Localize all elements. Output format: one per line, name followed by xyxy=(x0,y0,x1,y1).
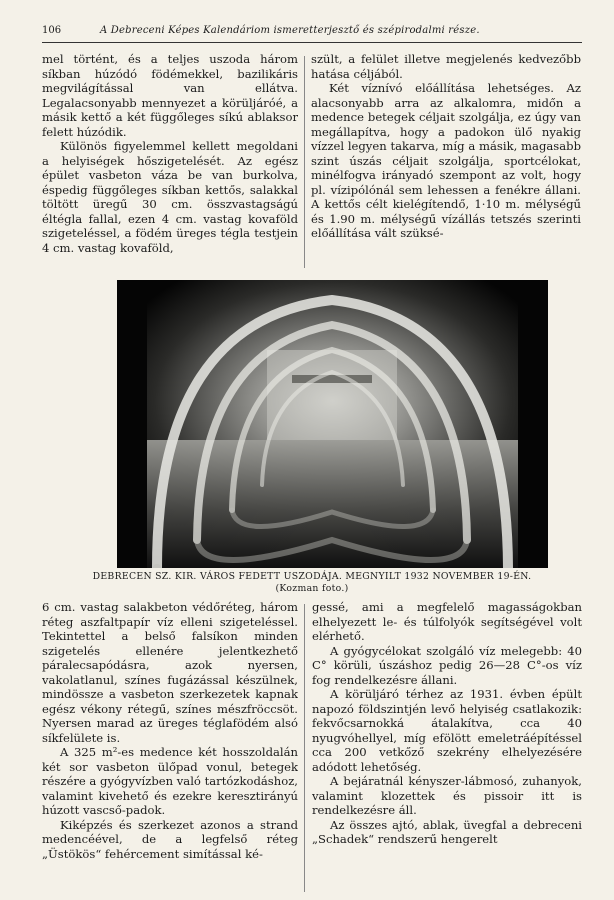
running-header xyxy=(42,22,582,43)
text-column-top-right xyxy=(311,52,581,274)
paragraph: gessé, ami a megfelelő magasságokban elhelyezett le- és túlfolyók segítségével volt elérhető. xyxy=(312,600,582,643)
running-title: A Debreceni Képes Kalendáriom ismeretterjesztő és szépirodalmi része. xyxy=(100,25,480,36)
paragraph: A körüljáró térhez az 1931. évben épült napozó földszintjén levő helyiség csatlakozik: fekvőcsarnokká átalakítva, cca 40 nyugvóhellyel, míg efölött emeletráépítéssel cca 200 vetkőző szekrény elhelyezésére adódott lehetőség. xyxy=(312,687,582,774)
paragraph: A gyógycélokat szolgáló víz melegebb: 40 C° körüli, úszáshoz pedig 26—28 C°-os víz fog rendelkezésre állani. xyxy=(312,643,582,687)
pool-photograph xyxy=(117,280,548,568)
paragraph: Kiképzés és szerkezet azonos a strand medencéével, de a legfelső réteg „Üstökös“ fehércement simítással ké- xyxy=(42,817,298,861)
paragraph: Különös figyelemmel kellett megoldani a helyiségek hőszigetelését. Az egész épület vasbeton váza be van burkolva, éspedig függőleges síkban kettős, salakkal töltött üregű 30 cm. összvastagságú éltégla fallal, ezen 4 cm. vastag kovaföld szigeteléssel, a födém üreges tégla testjein 4 cm. vastag kovaföld, xyxy=(42,139,298,255)
paragraph: A bejáratnál kényszer-lábmosó, zuhanyok, valamint klozettek és pissoir itt is rendelkezésre áll. xyxy=(312,774,582,817)
page-number: 106 xyxy=(42,25,62,36)
paragraph: 6 cm. vastag salakbeton védőréteg, három réteg aszfaltpapír víz elleni szigeteléssel. Tekintettel a belső falsíkon minden szigetelés ellenére jelentkezhető páralecsapódásra, azok nyersen, vakolatlanul, színes fugázással készülnek, mindössze a vasbeton szerkezetek kapnak egész vékony rétegű, színes mészfröccsöt. Nyersen marad az üreges téglafödém alsó síkfelülete is. xyxy=(42,600,298,745)
paragraph: Két víznívó előállítása lehetséges. Az alacsonyabb arra az alkalomra, midőn a medence betegek céljait szolgálja, ez úgy van megállapítva, hogy a padokon ülő nyakig vízzel legyen takarva, míg a másik, magasabb szint úszás céljait szolgálja, sportcélokat, minélfogva irányadó szempont az volt, hogy pl. vízipólónál sem lehessen a fenékre állani. A kettős célt kielégítendő, 1·10 m. mélységű és 1.90 m. mélységű vízállás tetszés szerinti előállítása vált szüksé- xyxy=(311,81,581,240)
column-divider-top xyxy=(304,56,305,268)
caption-title: DEBRECEN SZ. KIR. VÁROS FEDETT USZODÁJA. MEGNYILT 1932 NOVEMBER 19-ÉN. xyxy=(92,571,532,582)
paragraph: szült, a felület illetve megjelenés kedvezőbb hatása céljából. xyxy=(311,52,581,81)
text-column-top-left xyxy=(42,52,298,274)
caption-credit: (Kozman foto.) xyxy=(275,583,349,594)
text-column-bottom-left xyxy=(42,600,298,895)
photo-caption xyxy=(42,571,582,595)
paragraph: mel történt, és a teljes uszoda három síkban húzódó födémekkel, bazilikáris megvilágítással van ellátva. Legalacsonyabb mennyezet a körüljáróé, a másik kettő a két függőleges síkú ablaksor felett húzódik. xyxy=(42,52,298,139)
paragraph: Az összes ajtó, ablak, üvegfal a debreceni „Schadek“ rendszerű hengerelt xyxy=(312,817,582,846)
paragraph: A 325 m²-es medence két hosszoldalán két sor vasbeton ülőpad vonul, betegek részére a gyógyvízben való tartózkodáshoz, valamint kivehető és ezekre keresztirányú húzott vascső-padok. xyxy=(42,745,298,817)
text-column-bottom-right xyxy=(312,600,582,895)
column-divider-bottom xyxy=(304,604,305,892)
